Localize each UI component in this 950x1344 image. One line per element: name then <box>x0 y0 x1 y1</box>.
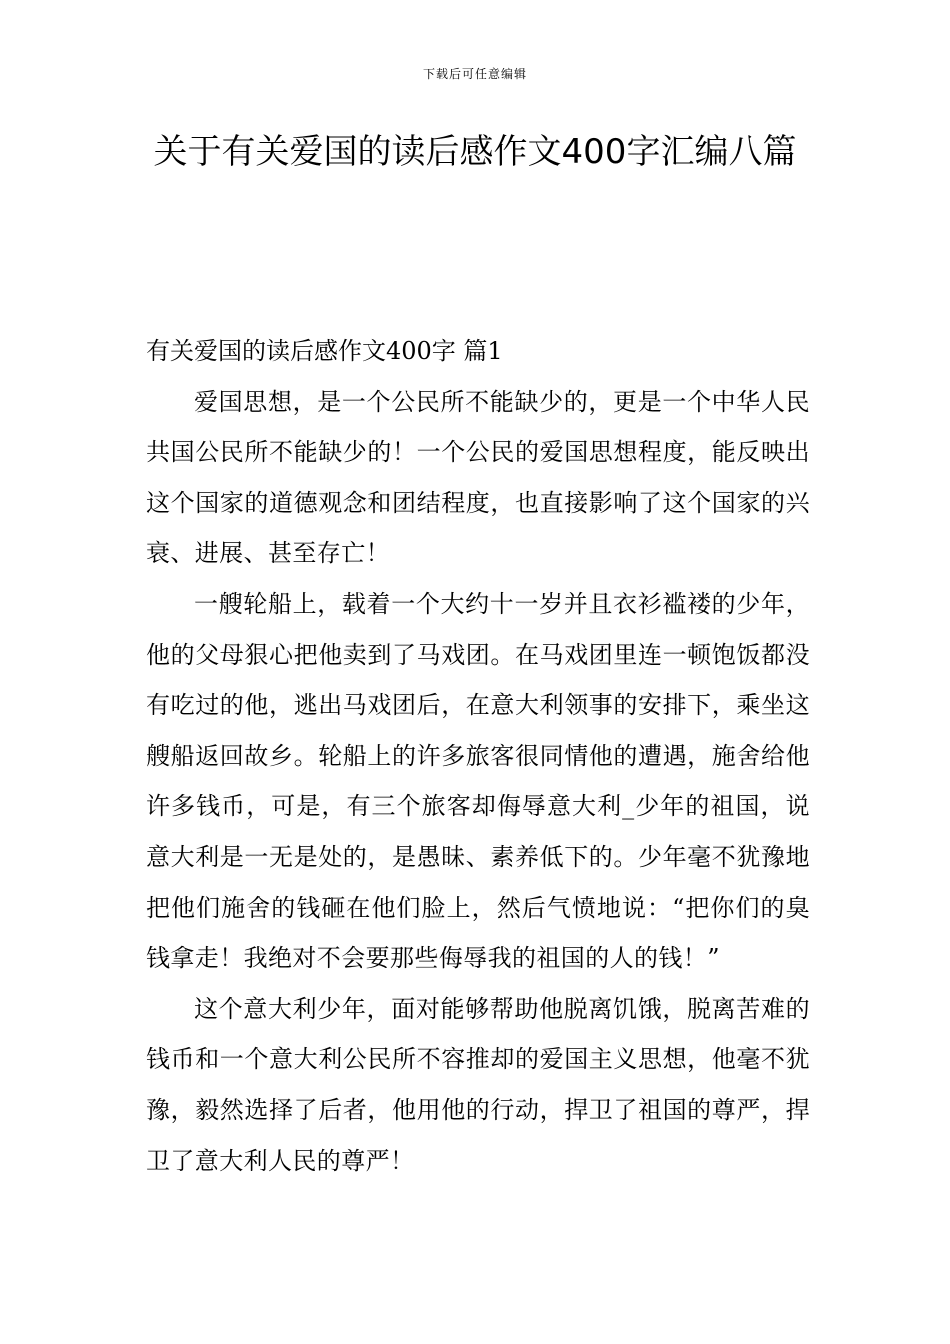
document-body <box>146 326 810 1186</box>
section-heading: 有关爱国的读后感作文400字 篇1 <box>146 337 503 365</box>
paragraph: 一艘轮船上，载着一个大约十一岁并且衣衫褴褛的少年，他的父母狠心把他卖到了马戏团。在马戏团里连一顿饱饭都没有吃过的他，逃出马戏团后，在意大利领事的安排下，乘坐这艘船返回故乡。轮船上的许多旅客很同情他的遭遇，施舍给他许多钱币，可是，有三个旅客却侮辱意大利_少年的祖国，说意大利是一无是处的，是愚昧、素养低下的。少年毫不犹豫地把他们施舍的钱砸在他们脸上，然后气愤地说：“把你们的臭钱拿走！我绝对不会要那些侮辱我的祖国的人的钱！” <box>146 589 810 973</box>
document-title: 关于有关爱国的读后感作文400字汇编八篇 <box>153 132 797 172</box>
paragraph: 爱国思想，是一个公民所不能缺少的，更是一个中华人民共国公民所不能缺少的！一个公民的爱国思想程度，能反映出这个国家的道德观念和团结程度，也直接影响了这个国家的兴衰、进展、甚至存亡！ <box>146 387 810 568</box>
paragraph: 这个意大利少年，面对能够帮助他脱离饥饿，脱离苦难的钱币和一个意大利公民所不容推却的爱国主义思想，他毫不犹豫，毅然选择了后者，他用他的行动，捍卫了祖国的尊严，捍卫了意大利人民的尊严！ <box>146 994 810 1175</box>
header-note: 下载后可任意编辑 <box>422 67 527 81</box>
